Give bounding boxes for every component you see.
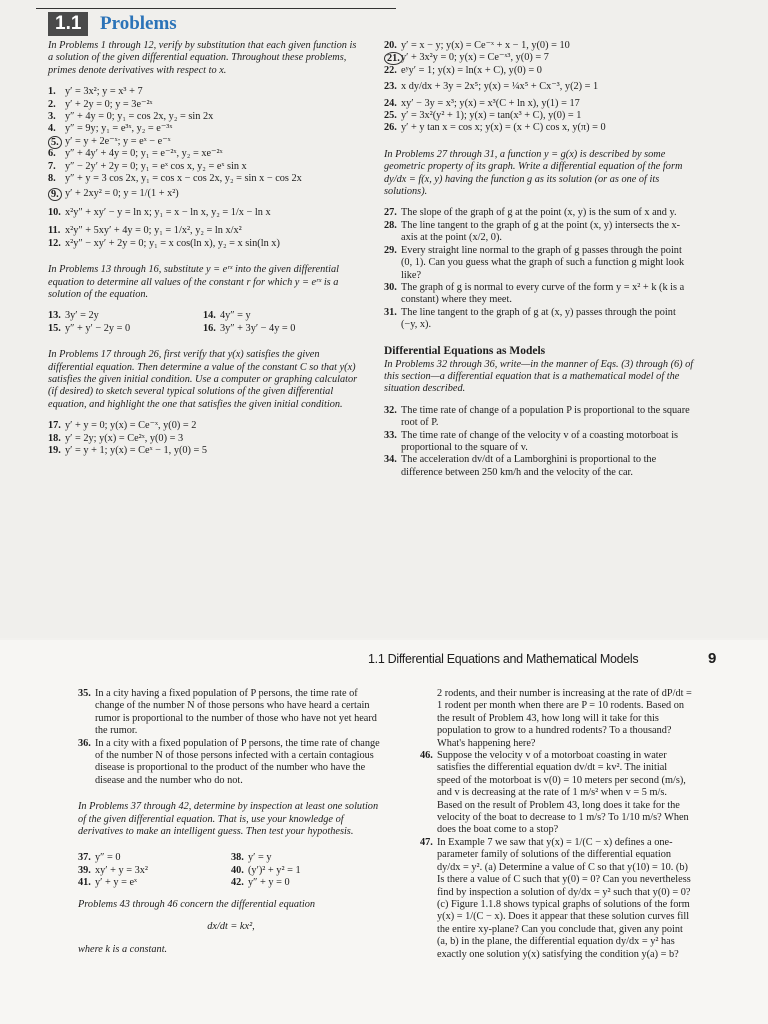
problem-item: 26. y′ + y tan x = cos x; y(x) = (x + C) cos x, y(π) = 0 [384,122,606,134]
problem-item: 37. y″ = 0 [78,852,121,864]
subsection-heading: Differential Equations as Models [384,344,546,357]
problem-list-1-12 [48,86,358,250]
running-head: 1.1 Differential Equations and Mathematical Models [368,652,639,666]
problem-row [78,852,384,864]
left-column-top [48,40,358,457]
right-column-bottom [420,688,692,961]
problem-item: 28. The line tangent to the graph of g at the point (x, y) intersects the x-axis at the point (x/2, 0). [384,219,681,244]
problem-item: 23. x dy/dx + 3y = 2x⁵; y(x) = ¼x⁵ + Cx⁻³, y(2) = 1 [384,81,599,93]
problem-item: 17. y′ + y = 0; y(x) = Ce⁻ˣ, y(0) = 2 [48,420,197,432]
circled-number: 9. [48,188,62,201]
problem-item: 1. y′ = 3x²; y = x³ + 7 [48,86,143,98]
problem-item: 12. x²y″ − xy′ + 2y = 0; y₁ = x cos(ln x), y₂ = x sin(ln x) [48,237,280,249]
problem-item: 40. (y′)² + y² = 1 [231,864,301,876]
problem-item: 3. y″ + 4y = 0; y₁ = cos 2x, y₂ = sin 2x [48,111,214,123]
instructions-27-31: In Problems 27 through 31, a function y = g(x) is described by some geometric property of its graph. Write a differential equation of the form dy/dx = f(x, y) having the function g as its solution (or as one of its solutions). [384,148,683,198]
display-equation: dx/dt = kx², [207,921,255,933]
instructions-37-42: In Problems 37 through 42, determine by inspection at least one solution of the given differential equation. That is, use your knowledge of derivatives to make an intelligent guess. Then test your hypothesis. [78,801,379,838]
problem-item: 6. y″ + 4y′ + 4y = 0; y₁ = e⁻²ˣ, y₂ = xe⁻²ˣ [48,148,223,160]
problem-item: 11. x²y″ + 5xy′ + 4y = 0; y₁ = 1/x², y₂ = ln x/x² [48,225,242,237]
problem-45-continued: 2 rodents, and their number is increasing at the rate of dP/dt = 1 rodent per month when there are P = 10 rodents. Based on the result of Problem 43, how long will it take for this population to grow to a hundred rodents? To a thousand? What's happening here? [437,688,692,749]
problem-item: 35. In a city having a fixed population of P persons, the time rate of change of the number N of those persons who have heard a certain rumor is proportional to the number of those who have not yet heard the rumor. [78,688,377,737]
problem-item: 34. The acceleration dv/dt of a Lamborghini is proportional to the difference between 250 km/h and the velocity of the car. [384,454,657,478]
section-badge: 1.1 [48,12,88,36]
problem-item: 38. y′ = y [231,852,272,864]
section-title: Problems [100,13,177,34]
problem-item: 14. 4y″ = y [203,310,251,322]
problem-item: 30. The graph of g is normal to every curve of the form y = x² + k (k is a constant) where they meet. [384,281,685,306]
circled-number: 5. [48,136,62,149]
problem-row [48,323,358,335]
problem-item: 25. y′ = 3x²(y² + 1); y(x) = tan(x³ + C), y(0) = 1 [384,110,582,122]
problem-item: 36. In a city with a fixed population of P persons, the time rate of change of the number N of those persons infected with a certain contagious disease is proportional to the product of the number who have the disease and the number who do not. [78,737,380,786]
problem-row [48,310,358,322]
problem-item: 33. The time rate of change of the velocity v of a coasting motorboat is proportional to the square of v. [384,429,679,453]
right-column-top [384,40,694,479]
problem-item: 41. y′ + y = eˣ [78,877,138,889]
problem-item: 47. In Example 7 we saw that y(x) = 1/(C − x) defines a one-parameter family of solutions of the differential equation dy/dx = y². (a) Determine a value of C so that y(10) = 10. (b) Is there a value of C such that y(0) = 0? Can you nevertheless find by inspection a solution of dy/dx = y² such that y(0) = 0? (c) Figure 1.1.8 shows typical graphs of solutions of the form y(x) = 1/(C − x). Does it appear that these solution curves fill the entire xy-plane? Can you conclude that, given any point (a, b) in the plane, the differential equation dy/dx = y² has exactly one solution y(x) satisfying the condition y(a) = b? [420,836,691,960]
problem-item: 8. y″ + y = 3 cos 2x, y₁ = cos x − cos 2x, y₂ = sin x − cos 2x [48,173,302,185]
problem-item: 22. eʸy′ = 1; y(x) = ln(x + C), y(0) = 0 [384,64,542,76]
problem-item: 42. y″ + y = 0 [231,877,290,889]
problem-item: 18. y′ = 2y; y(x) = Ce²ˣ, y(0) = 3 [48,432,184,444]
problem-item: 29. Every straight line normal to the graph of g passes through the point (0, 1). Can you guess what the graph of such a function g might look like? [384,244,685,281]
instructions-17-26: In Problems 17 through 26, first verify that y(x) satisfies the given differential equation. Then determine a value of the constant C so that y(x) satisfies the given initial condition. Use a computer or graphing calculator (if desired) to sketch several typical solutions of the given differential equation, and highlight the one that satisfies the given initial condition. [48,349,358,410]
equation-note: where k is a constant. [78,943,168,955]
page-number: 9 [708,650,717,667]
circled-number: 21. [384,52,403,65]
left-column-bottom [78,688,384,956]
problem-item: 9. y′ + 2xy² = 0; y = 1/(1 + x²) [48,188,358,200]
problem-item: 31. The line tangent to the graph of g at (x, y) passes through the point (−y, x). [384,306,676,331]
problem-row [78,877,384,889]
problem-item: 7. y″ − 2y′ + 2y = 0; y₁ = eˣ cos x, y₂ = eˣ sin x [48,160,247,172]
problem-item: 24. xy′ − 3y = x³; y(x) = x³(C + ln x), y(1) = 17 [384,97,580,109]
problem-item: 4. y″ = 9y; y₁ = e³ˣ, y₂ = e⁻³ˣ [48,123,173,135]
problem-item: 2. y′ + 2y = 0; y = 3e⁻²ˣ [48,98,153,110]
problem-item: 13. 3y′ = 2y [48,310,99,322]
instructions-13-16: In Problems 13 through 16, substitute y = eʳˣ into the given differential equation to determine all values of the constant r for which y = eʳˣ is a solution of the equation. [48,264,339,300]
problem-item: 16. 3y″ + 3y′ − 4y = 0 [203,322,296,334]
problem-item: 39. xy′ + y = 3x² [78,864,148,876]
instructions-1-12: In Problems 1 through 12, verify by substitution that each given function is a solution of the given differential equation. Throughout these problems, primes denote derivatives with respect to x. [48,40,357,76]
problem-item: 19. y′ = y + 1; y(x) = Ceˣ − 1, y(0) = 5 [48,444,208,456]
problem-item: 46. Suppose the velocity v of a motorboat coasting in water satisfies the differential equation dv/dt = kv². The initial speed of the motorboat is v(0) = 10 meters per second (m/s), and v is decreasing at the rate of 1 m/s² when v = 5 m/s. Based on the result of Problem 43, long does it take for the velocity of the boat to decrease to 1 m/s? To 1/10 m/s? When does the boat come to a stop? [420,750,689,836]
instructions-43-46: Problems 43 through 46 concern the differential equation [78,898,316,910]
problem-item: 10. x²y″ + xy′ − y = ln x; y₁ = x − ln x, y₂ = 1/x − ln x [48,206,271,218]
problem-item: 21. y′ + 3x²y = 0; y(x) = Ce⁻ˣ³, y(0) = 7 [384,52,694,64]
problem-item: 32. The time rate of change of a population P is proportional to the square root of P. [384,404,690,429]
problem-item: 27. The slope of the graph of g at the point (x, y) is the sum of x and y. [384,207,677,219]
problem-row [78,865,384,877]
problem-item: 5. y′ = y + 2e⁻ˣ; y = eˣ − e⁻ˣ [48,136,358,148]
header-rule [36,8,396,9]
instructions-32-36: In Problems 32 through 36, write—in the manner of Eqs. (3) through (6) of this section—a differential equation that is a mathematical model of the situation described. [384,358,694,395]
problem-item: 20. y′ = x − y; y(x) = Ce⁻ˣ + x − 1, y(0) = 10 [384,40,570,51]
problem-item: 15. y″ + y′ − 2y = 0 [48,322,131,334]
